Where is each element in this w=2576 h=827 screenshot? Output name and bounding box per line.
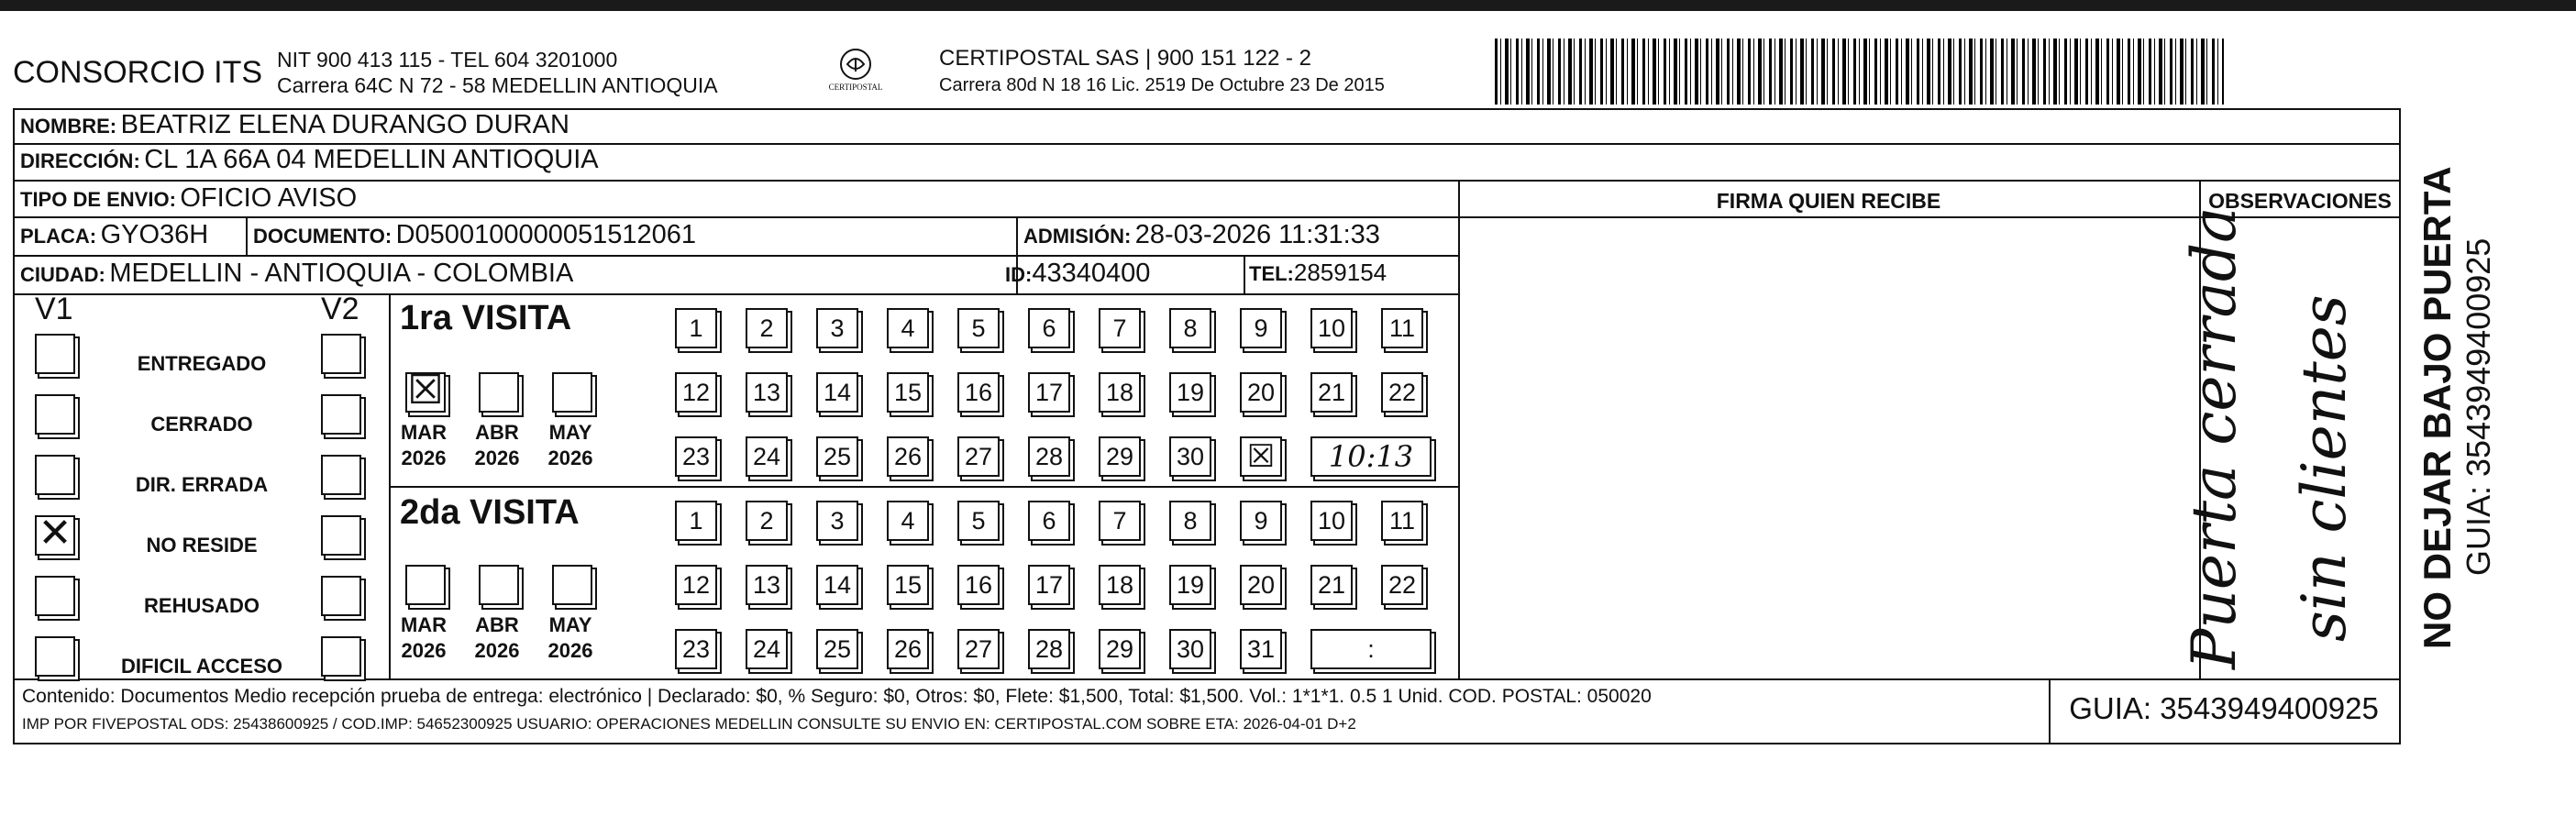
first-day-29[interactable]: 29 [1099, 436, 1141, 477]
admision-value: 28-03-2026 11:31:33 [1134, 220, 1380, 249]
first-month-abr-checkbox[interactable] [479, 372, 519, 413]
barcode [1495, 39, 2224, 105]
second-month-label: MAR [400, 613, 448, 636]
first-day-9[interactable]: 9 [1240, 308, 1282, 348]
status-label-cerrado: CERRADO [150, 413, 253, 436]
first-day-7[interactable]: 7 [1099, 308, 1141, 348]
nit-line: NIT 900 413 115 - TEL 604 3201000 [277, 48, 618, 72]
v1-header: V1 [35, 292, 73, 326]
tel-label: TEL: [1249, 262, 1294, 285]
first-day-27[interactable]: 27 [957, 436, 1000, 477]
first-day-31-checked[interactable]: ☒ [1240, 436, 1282, 477]
second-day-30[interactable]: 30 [1169, 629, 1211, 669]
first-day-15[interactable]: 15 [887, 372, 929, 413]
second-year-label: 2026 [547, 639, 593, 662]
first-year-label: 2026 [474, 447, 520, 469]
v2-checkbox-no-reside[interactable] [321, 515, 361, 556]
id-label: ID: [1005, 263, 1033, 286]
admision-label: ADMISIÓN: [1023, 225, 1132, 248]
second-day-24[interactable]: 24 [746, 629, 788, 669]
imp-line: IMP POR FIVEPOSTAL ODS: 25438600925 / COD.IMP: 54652300925 USUARIO: OPERACIONES MEDELLIN CONSULTE SU ENVIO EN: CERTIPOSTAL.COM SOBRE ETA: 2026-04-01 D+2 [22, 715, 1356, 733]
first-day-1[interactable]: 1 [675, 308, 717, 348]
first-month-label: MAR [400, 421, 448, 444]
nombre-value: BEATRIZ ELENA DURANGO DURAN [120, 110, 569, 139]
second-day-3[interactable]: 3 [816, 501, 858, 541]
second-day-2[interactable]: 2 [746, 501, 788, 541]
first-day-8[interactable]: 8 [1169, 308, 1211, 348]
shipping-form [13, 108, 2401, 744]
first-day-30[interactable]: 30 [1169, 436, 1211, 477]
direccion-label: DIRECCIÓN: [20, 149, 140, 172]
first-year-label: 2026 [401, 447, 447, 469]
second-visit-title: 2da VISITA [400, 493, 580, 532]
first-month-mar-checkbox[interactable] [405, 368, 446, 413]
certipostal-logo [814, 46, 897, 101]
first-day-4[interactable]: 4 [887, 308, 929, 348]
observacion-handwriting-1: Puerta cerrada [2179, 206, 2250, 669]
first-month-may-checkbox[interactable] [552, 372, 592, 413]
second-day-14[interactable]: 14 [816, 565, 858, 605]
first-month-label: ABR [475, 421, 519, 444]
id-value: 43340400 [1032, 259, 1151, 288]
guia-vertical: GUIA: 3543949400925 [2460, 237, 2497, 576]
v1-checkbox-dir-errada[interactable] [35, 455, 75, 495]
v1-checkbox-dificil-acceso[interactable] [35, 636, 75, 677]
first-day-21[interactable]: 21 [1310, 372, 1353, 413]
ciudad-label: CIUDAD: [20, 263, 105, 286]
company-address: Carrera 64C N 72 - 58 MEDELLIN ANTIOQUIA [277, 73, 718, 97]
status-label-dificil-acceso: DIFICIL ACCESO [120, 655, 282, 678]
second-day-16[interactable]: 16 [957, 565, 1000, 605]
first-day-14[interactable]: 14 [816, 372, 858, 413]
first-day-23[interactable]: 23 [675, 436, 717, 477]
second-day-6[interactable]: 6 [1028, 501, 1070, 541]
second-month-may-checkbox[interactable] [552, 565, 592, 605]
direccion-value: CL 1A 66A 04 MEDELLIN ANTIOQUIA [144, 145, 599, 174]
first-day-22[interactable]: 22 [1381, 372, 1423, 413]
v2-checkbox-entregado[interactable] [321, 334, 361, 374]
company-name: CONSORCIO ITS [13, 55, 263, 90]
first-year-label: 2026 [547, 447, 593, 469]
second-day-9[interactable]: 9 [1240, 501, 1282, 541]
x-mark-icon: ✕ [38, 511, 72, 556]
second-day-5[interactable]: 5 [957, 501, 1000, 541]
second-day-8[interactable]: 8 [1169, 501, 1211, 541]
second-day-10[interactable]: 10 [1310, 501, 1353, 541]
second-day-23[interactable]: 23 [675, 629, 717, 669]
no-dejar-bajo-puerta: NO DEJAR BAJO PUERTA [2416, 166, 2459, 649]
status-label-dir-errada: DIR. ERRADA [135, 473, 269, 496]
nombre-label: NOMBRE: [20, 115, 117, 138]
second-day-22[interactable]: 22 [1381, 565, 1423, 605]
status-label-no-reside: NO RESIDE [146, 534, 258, 557]
second-day-31[interactable]: 31 [1240, 629, 1282, 669]
second-day-15[interactable]: 15 [887, 565, 929, 605]
contenido-line: Contenido: Documentos Medio recepción prueba de entrega: electrónico | Declarado: $0, % Seguro: $0, Otros: $0, Flete: $1,500, Total: $1,500. Vol.: 1*1*1. 0.5 1 Unid. COD. POSTAL: 050020 [22, 686, 1652, 707]
second-month-label: MAY [548, 613, 592, 636]
certipostal-line2: Carrera 80d N 18 16 Lic. 2519 De Octubre 23 De 2015 [939, 75, 1385, 95]
firma-header: FIRMA QUIEN RECIBE [1716, 189, 1941, 213]
second-day-18[interactable]: 18 [1099, 565, 1141, 605]
v2-checkbox-rehusado[interactable] [321, 576, 361, 616]
first-day-12[interactable]: 12 [675, 372, 717, 413]
second-day-19[interactable]: 19 [1169, 565, 1211, 605]
second-day-1[interactable]: 1 [675, 501, 717, 541]
observacion-handwriting-2: sin clientes [2289, 294, 2360, 642]
second-day-21[interactable]: 21 [1310, 565, 1353, 605]
first-visit-title: 1ra VISITA [400, 299, 572, 337]
first-day-26[interactable]: 26 [887, 436, 929, 477]
documento-label: DOCUMENTO: [253, 225, 392, 248]
first-day-11[interactable]: 11 [1381, 308, 1423, 348]
placa-value: GYO36H [100, 220, 209, 249]
first-day-2[interactable]: 2 [746, 308, 788, 348]
second-month-label: ABR [475, 613, 519, 636]
first-month-label: MAY [548, 421, 592, 444]
first-time-box[interactable]: 10:13 [1310, 436, 1432, 477]
second-day-4[interactable]: 4 [887, 501, 929, 541]
v1-checkbox-entregado[interactable] [35, 334, 75, 374]
first-day-13[interactable]: 13 [746, 372, 788, 413]
v2-header: V2 [321, 292, 359, 326]
documento-value: D0500100000051512061 [395, 220, 696, 249]
first-day-6[interactable]: 6 [1028, 308, 1070, 348]
first-day-28[interactable]: 28 [1028, 436, 1070, 477]
second-day-17[interactable]: 17 [1028, 565, 1070, 605]
second-day-26[interactable]: 26 [887, 629, 929, 669]
second-day-20[interactable]: 20 [1240, 565, 1282, 605]
first-day-18[interactable]: 18 [1099, 372, 1141, 413]
first-day-25[interactable]: 25 [816, 436, 858, 477]
placa-label: PLACA: [20, 225, 97, 248]
x-mark-icon: ☒ [407, 368, 444, 413]
first-day-10[interactable]: 10 [1310, 308, 1353, 348]
first-day-24[interactable]: 24 [746, 436, 788, 477]
second-month-abr-checkbox[interactable] [479, 565, 519, 605]
second-day-13[interactable]: 13 [746, 565, 788, 605]
certipostal-line1: CERTIPOSTAL SAS | 900 151 122 - 2 [939, 46, 1311, 71]
second-year-label: 2026 [401, 639, 447, 662]
second-day-29[interactable]: 29 [1099, 629, 1141, 669]
tipo-envio-label: TIPO DE ENVIO: [20, 188, 176, 211]
second-day-28[interactable]: 28 [1028, 629, 1070, 669]
v2-checkbox-cerrado[interactable] [321, 394, 361, 435]
second-day-12[interactable]: 12 [675, 565, 717, 605]
first-day-16[interactable]: 16 [957, 372, 1000, 413]
second-day-27[interactable]: 27 [957, 629, 1000, 669]
top-border-bar [0, 0, 2576, 11]
second-month-mar-checkbox[interactable] [405, 565, 446, 605]
tipo-envio-value: OFICIO AVISO [180, 183, 358, 213]
first-day-5[interactable]: 5 [957, 308, 1000, 348]
first-day-19[interactable]: 19 [1169, 372, 1211, 413]
v1-checkbox-no-reside[interactable] [35, 511, 75, 556]
second-day-11[interactable]: 11 [1381, 501, 1423, 541]
tel-value: 2859154 [1293, 259, 1388, 286]
status-label-rehusado: REHUSADO [144, 594, 260, 617]
observaciones-header: OBSERVACIONES [2208, 189, 2392, 213]
second-year-label: 2026 [474, 639, 520, 662]
status-label-entregado: ENTREGADO [137, 352, 267, 375]
first-day-17[interactable]: 17 [1028, 372, 1070, 413]
guia-footer: GUIA: 3543949400925 [2069, 691, 2379, 725]
first-day-3[interactable]: 3 [816, 308, 858, 348]
second-day-25[interactable]: 25 [816, 629, 858, 669]
second-day-7[interactable]: 7 [1099, 501, 1141, 541]
v1-checkbox-rehusado[interactable] [35, 576, 75, 616]
first-day-20[interactable]: 20 [1240, 372, 1282, 413]
v2-checkbox-dificil-acceso[interactable] [321, 636, 361, 677]
v1-checkbox-cerrado[interactable] [35, 394, 75, 435]
ciudad-value: MEDELLIN - ANTIOQUIA - COLOMBIA [109, 259, 574, 288]
logo-text: CERTIPOSTAL [828, 83, 883, 92]
second-time-box[interactable]: : [1310, 629, 1432, 669]
v2-checkbox-dir-errada[interactable] [321, 455, 361, 495]
